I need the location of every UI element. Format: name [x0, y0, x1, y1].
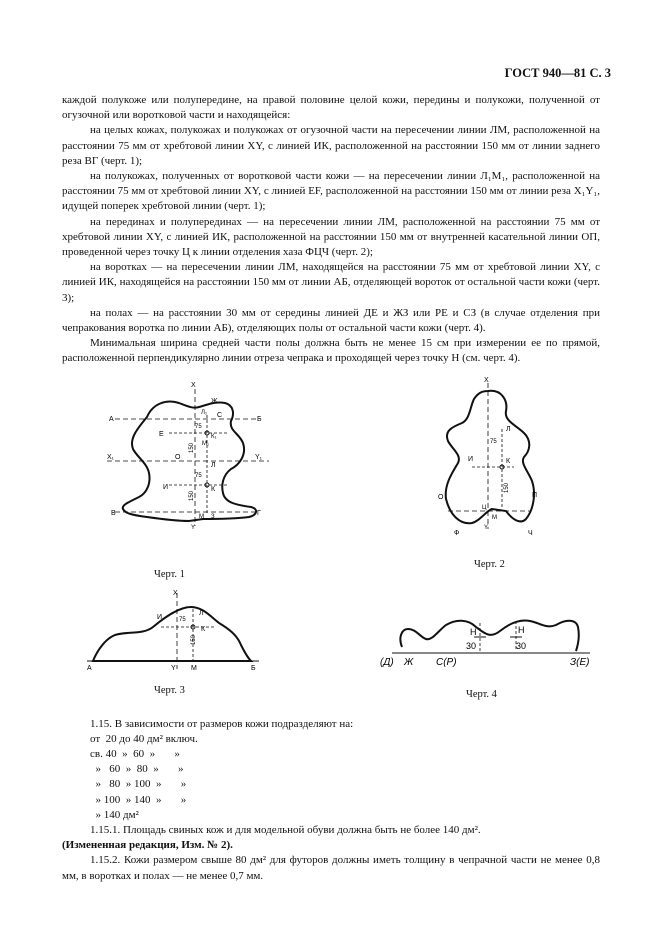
figure-label: X: [173, 589, 178, 597]
figure-2-caption: Черт. 2: [474, 558, 505, 570]
figure-label: Y: [171, 664, 176, 672]
paragraph: на целых кожах, полукожах и полукожах от огузочной части на пересечении линии ЛМ, расположенной на расстоянии 75 мм от хребтовой линии XY, с линией ИК, расположенной на расстоянии 150 мм от линии заднего реза ВГ (черт. 1);: [62, 124, 600, 167]
figure-label: 150: [191, 634, 197, 645]
figure-label: И: [163, 483, 169, 491]
figure-2: [432, 376, 557, 539]
figure-label: 75: [490, 438, 497, 445]
figure-label: К: [211, 485, 216, 493]
figure-label: 150: [504, 482, 510, 493]
figure-label: А: [87, 664, 92, 672]
figure-label: К₁: [211, 433, 217, 440]
figure-label: (Д): [380, 656, 394, 668]
figure-label: 30: [466, 640, 477, 651]
document-body: [62, 93, 600, 884]
figure-label: М: [492, 514, 497, 521]
size-item: » 60 » 80 » »: [90, 763, 184, 776]
figure-label: Л₁: [201, 409, 207, 416]
figure-label: Е: [159, 430, 164, 438]
figure-label: X: [191, 381, 196, 389]
figure-1: [107, 381, 277, 531]
figure-label: 75: [179, 616, 186, 623]
size-item: » 80 » 100 » »: [90, 778, 187, 791]
paragraph: 1.15.2. Кожи размером свыше 80 дм² для футоров должны иметь толщину в чепрачной части не менее 0,8 мм, в воротках и полах — не менее 0,7 мм.: [62, 854, 600, 882]
figure-3: [87, 589, 267, 673]
page-header: ГОСТ 940—81 С. 3: [504, 66, 611, 80]
figure-label: 150: [189, 490, 195, 501]
figure-label: Y: [191, 524, 196, 531]
amendment-note: (Измененная редакция, Изм. № 2).: [62, 839, 233, 852]
figure-label: О: [175, 453, 181, 461]
figure-label: Y: [484, 524, 489, 531]
figure-label: 30: [516, 640, 527, 651]
size-item: от 20 до 40 дм² включ.: [90, 732, 198, 745]
figure-label: Г: [257, 509, 261, 517]
figure-label: К: [201, 625, 206, 633]
figure-label: Б: [251, 664, 256, 672]
figure-label: Б: [257, 415, 262, 423]
figures-area: [62, 371, 600, 717]
figure-label: Ф: [454, 529, 460, 537]
paragraph: на полукожах, полученных от воротковой части кожи — на пересечении линии Л₁М₁, расположенной на расстоянии 75 мм от хребтовой линии XY, с линией EF, расположенной на расстоянии 150 мм от линии реза X₁Y₁, идущей поперек хребтовой линии (черт. 1);: [62, 170, 600, 213]
figure-label: Ч: [528, 529, 533, 537]
figure-label: X₁: [107, 453, 115, 461]
figure-label: П: [532, 491, 538, 499]
figure-label: 75: [195, 423, 202, 430]
figure-label: Н: [518, 624, 525, 635]
size-item: » 100 » 140 » »: [90, 793, 187, 806]
figure-4-caption: Черт. 4: [466, 688, 497, 700]
figure-label: М₁: [202, 440, 210, 447]
figure-1-drawing: [107, 381, 277, 531]
size-list: [62, 732, 600, 823]
figure-label: Ж: [404, 656, 414, 668]
figure-label: А: [109, 415, 114, 423]
figure-label: О: [438, 493, 444, 501]
figure-label: И: [157, 613, 163, 621]
figure-4: [380, 589, 606, 669]
figure-label: К: [506, 457, 511, 465]
figure-label: Л: [506, 425, 511, 433]
figure-label: Ц: [482, 504, 487, 511]
size-item: » 140 дм²: [90, 808, 139, 821]
figure-label: В: [111, 509, 116, 517]
figure-label: 75: [195, 472, 202, 479]
figure-3-caption: Черт. 3: [154, 684, 185, 696]
figure-label: Y₁: [255, 453, 263, 461]
figure-label: 150: [189, 442, 195, 453]
figure-label: С(Р): [436, 656, 457, 668]
figure-label: X: [484, 376, 489, 384]
figure-2-drawing: [432, 376, 557, 539]
paragraph: каждой полукоже или полупередине, на правой половине целой кожи, передины и полукожи, полученной от огузочной или вороткoвой части и находящейся:: [62, 94, 600, 122]
figure-label: Н: [470, 626, 477, 637]
figure-label: Л: [211, 461, 216, 469]
figure-label: М: [191, 664, 197, 672]
figure-3-drawing: [87, 589, 267, 673]
size-item: св. 40 » 60 » »: [90, 748, 180, 761]
figure-1-caption: Черт. 1: [154, 568, 185, 580]
figure-label: З: [211, 513, 215, 520]
figure-label: С: [217, 411, 223, 419]
paragraph: 1.15. В зависимости от размеров кожи подразделяют на:: [90, 717, 354, 730]
figure-label: З(Е): [570, 656, 590, 668]
paragraph: Минимальная ширина средней части полы должна быть не менее 15 см при измерении ее по прямой, расположенной перпендикулярно линии отреза чепрака и проходящей через точку Н (см. черт. 4).: [62, 337, 600, 365]
figure-label: Л: [199, 609, 204, 617]
paragraph: на полах — на расстоянии 30 мм от середины линией ДЕ и ЖЗ или РЕ и СЗ (в случае отделения при чепракования воротка по линии АБ), отделяющих полы от остальной части кожи (черт. 4).: [62, 306, 600, 335]
paragraph: 1.15.1. Площадь свиных кож и для модельной обуви должна быть не более 140 дм².: [90, 824, 481, 837]
figure-label: М: [199, 513, 204, 520]
paragraph: на перединах и полуперединах — на пересечении линии ЛМ, расположенной на расстоянии 75 мм от хребтовой линии XY, с линией ИК, расположенной на расстоянии 150 мм от внутренней касательной линии ОП, проведенной через точку Ц к линии отделения хаза ФЦЧ (черт. 2);: [62, 215, 600, 259]
figure-label: Ж: [211, 397, 218, 405]
figure-label: И: [468, 455, 474, 463]
figure-4-drawing: [380, 589, 606, 669]
paragraph: на воротках — на пересечении линии ЛМ, находящейся на расстоянии 75 мм от хребтовой линии XY, с линией ИК, находящейся на расстоянии 150 мм от линии АБ, отделяющей вороток от остальной части кожи (черт. 3);: [62, 261, 600, 304]
